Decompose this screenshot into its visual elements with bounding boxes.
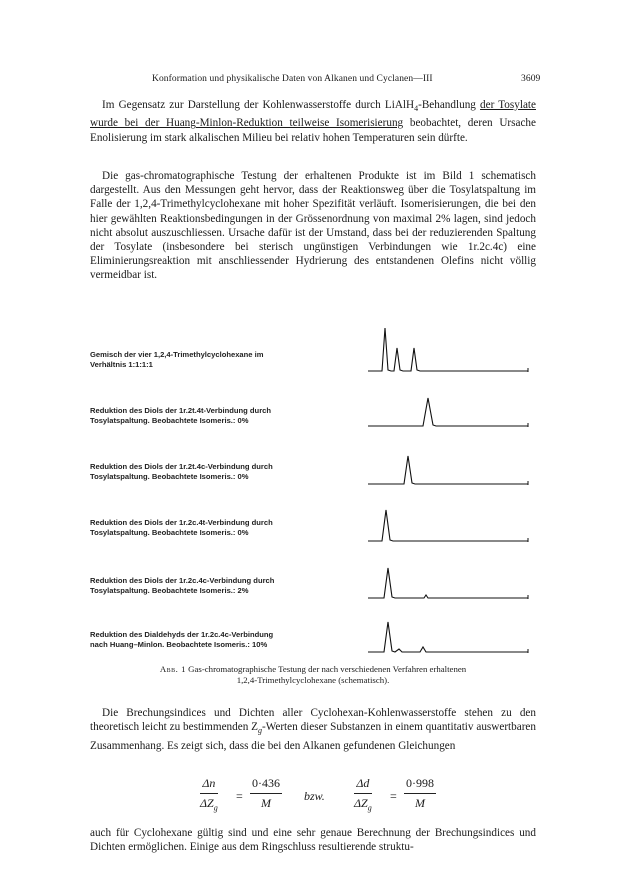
trace-chromatogram-1 <box>368 326 536 386</box>
trace-label-4 <box>90 518 370 538</box>
fraction-0436-numerator: 0·436 <box>250 776 282 794</box>
paragraph-1-text <box>90 98 536 145</box>
caption-line-1 <box>90 664 536 675</box>
fraction-dn-denominator <box>200 794 218 812</box>
trace-label-3-line-1: Reduktion des Diols der 1r.2t.4c-Verbindung durch <box>90 462 273 471</box>
equals-sign-2: = <box>390 789 397 803</box>
caption-label: Abb. 1 <box>159 664 186 674</box>
trace-label-4-line-1: Reduktion des Diols der 1r.2c.4t-Verbindung durch <box>90 518 273 527</box>
paragraph-1-line-1-end: -Behandlung <box>418 99 476 111</box>
fraction-0998-m <box>404 776 436 811</box>
paragraph-1-rest: beobachtet, deren Ursache Enolisierung im stark alkalischen Milieu bei relativ hohen Temperaturen sein dürfte. <box>90 117 536 144</box>
trace-label-6-line-1: Reduktion des Dialdehyds der 1r.2c.4c-Verbindung <box>90 630 274 639</box>
page-number: 3609 <box>521 74 541 84</box>
paragraph-1 <box>90 98 536 145</box>
trace-row-1 <box>90 326 536 386</box>
trace-label-5-line-2: Tosylatspaltung. Beobachtete Isomeris.: 2% <box>90 586 249 595</box>
paragraph-1-line-1: Im Gegensatz zur Darstellung der Kohlenwasserstoffe durch LiAlH <box>102 99 415 111</box>
trace-row-3 <box>90 442 536 502</box>
trace-row-4 <box>90 498 536 558</box>
trace-label-1 <box>90 350 370 370</box>
trace-label-2-line-2: Tosylatspaltung. Beobachtete Isomeris.: 0% <box>90 416 249 425</box>
trace-label-1-line-2: Verhältnis 1:1:1:1 <box>90 360 153 369</box>
equals-sign-1: = <box>236 789 243 803</box>
trace-label-6 <box>90 630 370 650</box>
trace-label-2-line-1: Reduktion des Diols der 1r.2t.4t-Verbindung durch <box>90 406 272 415</box>
chromatogram-figure <box>90 326 536 696</box>
right-denominator-text: ΔZ <box>354 796 368 810</box>
trace-row-5 <box>90 558 536 618</box>
trace-label-1-line-1: Gemisch der vier 1,2,4-Trimethylcyclohexane im <box>90 350 264 359</box>
paragraph-1-subscript: 4 <box>414 104 419 114</box>
caption-text-1: Gas-chromatographische Testung der nach verschiedenen Verfahren erhaltenen <box>188 664 467 674</box>
fraction-dd-dzg <box>354 776 372 812</box>
figure-caption <box>90 664 536 686</box>
running-title: Konformation und physikalische Daten von Alkanen und Cyclanen—III <box>152 74 433 84</box>
paragraph-2 <box>90 169 536 283</box>
trace-label-2 <box>90 406 370 426</box>
caption-line-2: 1,2,4-Trimethylcyclohexane (schematisch). <box>236 675 390 685</box>
trace-label-3 <box>90 462 370 482</box>
trace-label-5 <box>90 576 370 596</box>
trace-chromatogram-2 <box>368 386 536 446</box>
formula-connector: bzw. <box>304 789 325 803</box>
fraction-0436-m <box>250 776 282 811</box>
paragraph-3-end: -Werten dieser Substanzen in einem quantitativ auswertbaren Zusammenhang. Es zeigt sich, dass die bei den Alkanen gefundenen Gleichungen <box>90 721 536 752</box>
trace-label-4-line-2: Tosylatspaltung. Beobachtete Isomeris.: 0% <box>90 528 249 537</box>
paragraph-4-text: auch für Cyclohexane gültig sind und eine sehr genaue Berechnung der Brechungsindices und Dichten ermöglichen. Einige aus dem Ringschluss resultierende struktu- <box>90 827 536 854</box>
paragraph-1-line-2: der Tosylate wurde bei der Huang-Minlon-Reduktion teilweise Isomerisierung <box>90 99 536 130</box>
paragraph-3 <box>90 706 536 753</box>
paragraph-3-subscript: g <box>257 726 262 736</box>
fraction-dn-numerator: Δn <box>200 776 218 794</box>
fraction-dd-denominator <box>354 794 372 812</box>
paragraph-2-text: Die gas-chromatographische Testung der erhaltenen Produkte ist im Bild 1 schematisch dargestellt. Aus den Messungen geht hervor, dass der Reaktionsweg über die Tosylatspaltung im Falle der 1,2,4-Trimethylcyclohexane mit hoher Spezifität verläuft. Isomerisierungen, die bei den hier gewählten Reaktionsbedingungen in der Grössenordnung von maximal 2% lagen, sind jedoch nicht absolut auszuschliessen. Ursache dafür ist der Umstand, dass bei der reduzierenden Spaltung der Tosylate (insbesondere bei sterisch ungünstigen Verbindungen wie 1r.2c.4c) eine Eliminierungsreaktion mit anschliessender Hydrierung des entstandenen Olefins nicht völlig vermeidbar ist. <box>90 170 536 282</box>
trace-chromatogram-3 <box>368 442 536 502</box>
left-denominator-subscript: g <box>213 803 218 813</box>
left-denominator-text: ΔZ <box>200 796 214 810</box>
trace-chromatogram-4 <box>368 498 536 558</box>
fraction-0998-numerator: 0·998 <box>404 776 436 794</box>
fraction-dd-numerator: Δd <box>354 776 372 794</box>
trace-row-2 <box>90 386 536 446</box>
equation <box>90 776 536 820</box>
paragraph-3-start: Die Brechungsindices und Dichten aller Cyclohexan-Kohlenwasserstoffe stehen zu den theoretisch leicht zu bestimmenden Z <box>90 707 536 734</box>
trace-label-5-line-1: Reduktion des Diols der 1r.2c.4c-Verbindung durch <box>90 576 275 585</box>
right-denominator-subscript: g <box>367 803 372 813</box>
fraction-0436-denominator: M <box>261 796 271 810</box>
paragraph-3-text <box>90 706 536 753</box>
fraction-0998-denominator: M <box>415 796 425 810</box>
fraction-dn-dzg <box>200 776 218 812</box>
trace-chromatogram-5 <box>368 558 536 618</box>
paragraph-4 <box>90 826 536 854</box>
trace-label-3-line-2: Tosylatspaltung. Beobachtete Isomeris.: 0% <box>90 472 249 481</box>
trace-label-6-line-2: nach Huang–Minlon. Beobachtete Isomeris.: 10% <box>90 640 268 649</box>
